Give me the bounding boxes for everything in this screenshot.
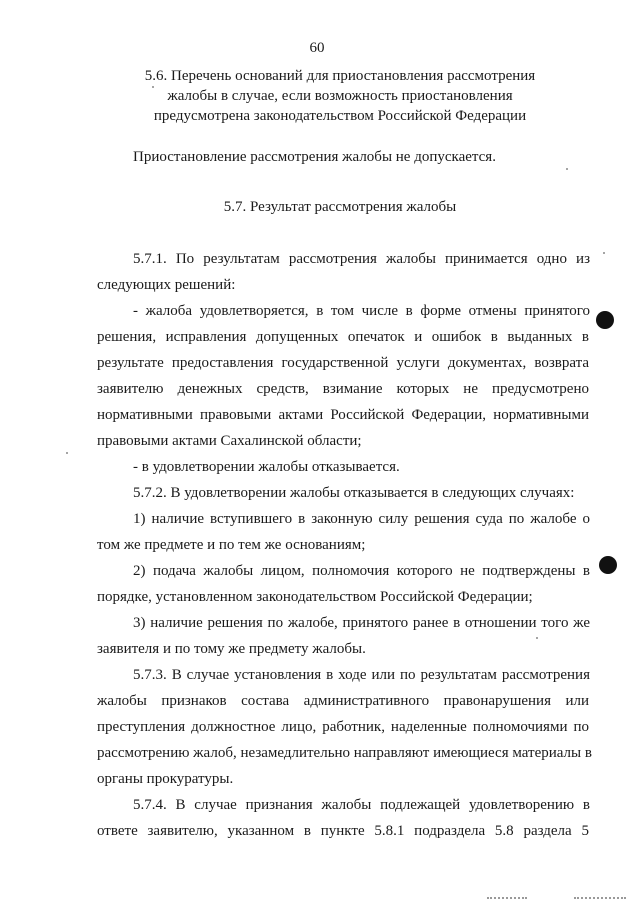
heading-line: 5.6. Перечень оснований для приостановления рассмотрения [144,68,536,84]
paragraph-line: 5.7.3. В случае установления в ходе или по результатам рассмотрения [133,667,590,683]
paragraph-line: 5.7.1. По результатам рассмотрения жалобы принимается одно из [133,251,590,267]
paragraph-line: следующих решений: [97,277,236,293]
paragraph-line: 1) наличие вступившего в законную силу решения суда по жалобе о [133,511,590,527]
scan-edge-mark [574,897,626,902]
paragraph-line: заявителю денежных средств, взимание которых не предусмотрено [97,381,589,397]
punch-hole [599,556,617,574]
scan-edge-mark [487,897,527,902]
paragraph-line: результате предоставления государственной услуги документах, возврата [97,355,589,371]
scan-speck [536,637,538,639]
paragraph-line: 5.7.2. В удовлетворении жалобы отказывается в следующих случаях: [133,485,575,501]
paragraph-line: заявителя и по тому же предмету жалобы. [97,641,366,657]
paragraph-line: - в удовлетворении жалобы отказывается. [133,459,400,475]
paragraph-line: том же предмете и по тем же основаниям; [97,537,366,553]
scan-speck [66,452,68,454]
section-5-7-heading: 5.7. Результат рассмотрения жалобы [223,199,457,215]
paragraph-line: 2) подача жалобы лицом, полномочия которого не подтверждены в [133,563,590,579]
scan-speck [566,168,568,170]
paragraph-line: преступления должностное лицо, работник, наделенные полномочиями по [97,719,589,735]
page-number: 60 [309,40,325,56]
paragraph-line: 3) наличие решения по жалобе, принятого ранее в отношении того же [133,615,590,631]
paragraph-line: органы прокуратуры. [97,771,234,787]
paragraph-line: жалобы признаков состава административного правонарушения или [97,693,589,709]
scan-speck [152,86,154,88]
paragraph-line: - жалоба удовлетворяется, в том числе в форме отмены принятого [133,303,590,319]
heading-line: жалобы в случае, если возможность приостановления [167,88,513,104]
paragraph-line: правовыми актами Сахалинской области; [97,433,362,449]
paragraph-line: решения, исправления допущенных опечаток и ошибок в выданных в [97,329,589,345]
paragraph-line: 5.7.4. В случае признания жалобы подлежащей удовлетворению в [133,797,590,813]
paragraph-line: рассмотрению жалоб, незамедлительно направляют имеющиеся материалы в [97,745,592,761]
heading-line: предусмотрена законодательством Российской Федерации [153,108,527,124]
paragraph-line: нормативными правовыми актами Российской Федерации, нормативными [97,407,589,423]
section-5-6-text: Приостановление рассмотрения жалобы не допускается. [133,149,496,165]
paragraph-line: ответе заявителю, указанном в пункте 5.8.1 подраздела 5.8 раздела 5 [97,823,589,839]
punch-hole [596,311,614,329]
paragraph-line: порядке, установленном законодательством Российской Федерации; [97,589,533,605]
scan-speck [603,252,605,254]
section-5-6-heading [95,66,585,126]
